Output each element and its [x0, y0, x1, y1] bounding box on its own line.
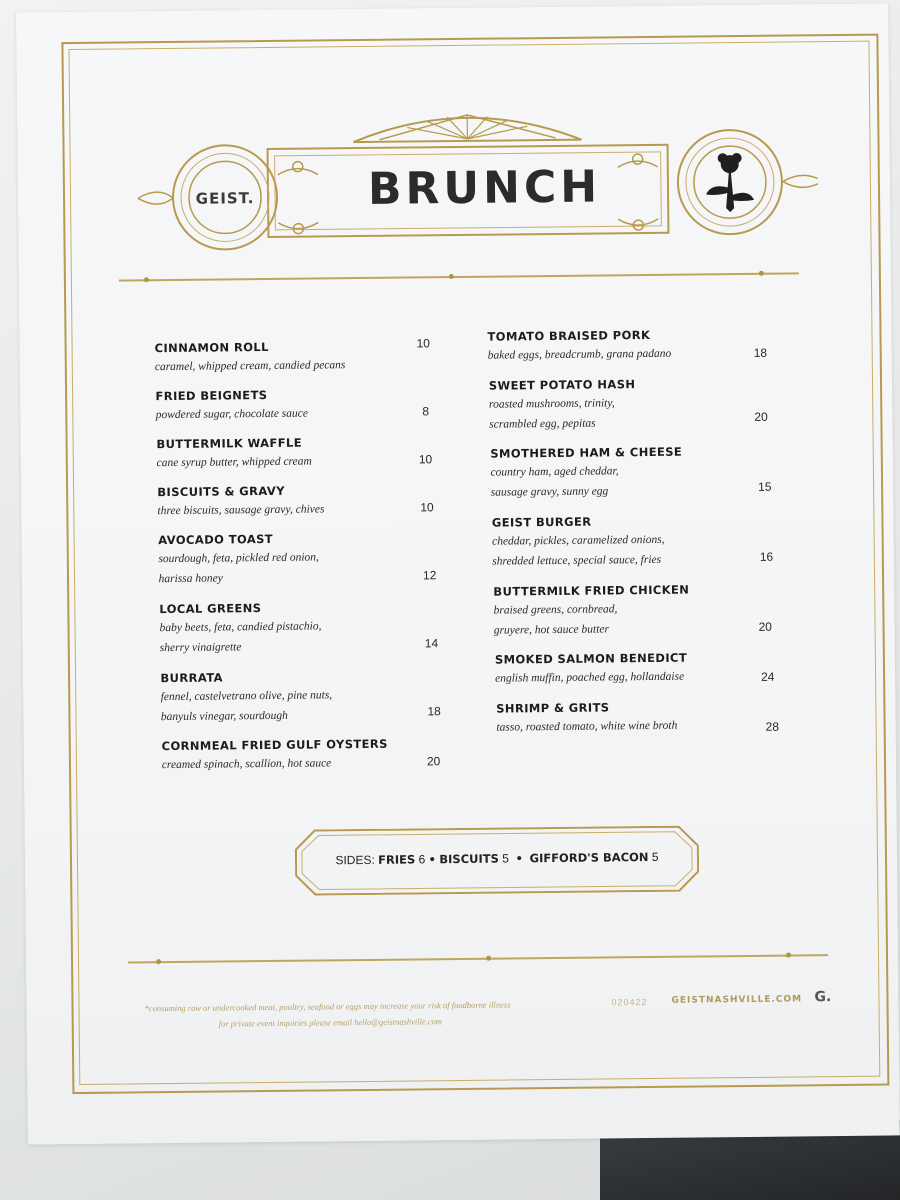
divider-ornament [486, 956, 491, 961]
menu-item [490, 444, 791, 503]
side-fries-name: FRIES [378, 852, 416, 867]
sides-box [295, 825, 700, 895]
side-bacon-name: GIFFORD'S BACON [529, 850, 649, 866]
menu-item-price: 14 [424, 636, 439, 651]
menu-item [158, 530, 459, 589]
menu-item-description: harissa honey [158, 572, 223, 586]
divider-ornament [759, 271, 764, 276]
side-bacon-price: 5 [651, 849, 659, 864]
menu-item [159, 599, 460, 658]
menu-item-name: SWEET POTATO HASH [488, 377, 636, 393]
menu-item-description: cane syrup butter, whipped cream [156, 455, 312, 470]
menu-item-description: three biscuits, sausage gravy, chives [157, 503, 325, 518]
menu-item-name: BISCUITS & GRAVY [157, 483, 285, 500]
menu-item [487, 327, 787, 366]
menu-item [492, 513, 793, 572]
menu-item [160, 668, 461, 727]
page-title: BRUNCH [367, 161, 602, 215]
menu-item-price: 20 [754, 409, 768, 424]
menu-item-price: 28 [765, 719, 780, 734]
menu-item [495, 649, 795, 688]
sides-separator: • [428, 852, 437, 867]
menu-item-description: sausage gravy, sunny egg [490, 485, 609, 499]
sides-label: SIDES: [335, 852, 375, 868]
menu-item-description: banyuls vinegar, sourdough [160, 709, 288, 724]
menu-item-price: 18 [753, 345, 768, 360]
menu-item [162, 736, 462, 775]
menu-item-price: 20 [426, 754, 441, 769]
menu-item-name: TOMATO BRAISED PORK [487, 327, 651, 344]
menu-item-description: scrambled egg, pepitas [489, 417, 596, 431]
menu-item-description: roasted mushrooms, trinity, [488, 397, 615, 411]
menu-item [493, 581, 794, 640]
sides-separator: • [515, 851, 523, 866]
side-biscuits-price: 5 [502, 851, 509, 866]
side-biscuits-name: BISCUITS [439, 851, 499, 867]
menu-item-description: sherry vinaigrette [159, 641, 242, 655]
menu-item-description: braised greens, cornbread, [493, 603, 618, 617]
menu-item [157, 482, 457, 521]
menu-item-name: AVOCADO TOAST [158, 531, 274, 548]
menu-item [489, 376, 790, 435]
menu-item-description: fennel, castelvetrano olive, pine nuts, [160, 689, 333, 704]
menu-item-name: LOCAL GREENS [159, 601, 262, 617]
menu-item-name: BUTTERMILK FRIED CHICKEN [493, 582, 690, 599]
menu-item [156, 434, 456, 473]
menu-item-name: SHRIMP & GRITS [496, 700, 610, 716]
menu-item-description: gruyere, hot sauce butter [493, 623, 610, 637]
menu-item-description: english muffin, poached egg, hollandaise [495, 670, 685, 685]
menu-item-description: creamed spinach, scallion, hot sauce [161, 757, 332, 772]
menu-item-name: SMOTHERED HAM & CHEESE [490, 444, 683, 461]
menu-item-description: cheddar, pickles, caramelized onions, [491, 533, 665, 548]
footer-warning: *consuming raw or undercooked meat, poultry, seafood or eggs may increase your risk of foodborne illness [144, 999, 511, 1014]
menu-item-price: 8 [422, 404, 430, 419]
menu-item-name: CINNAMON ROLL [154, 339, 269, 356]
menu-item-description: powdered sugar, chocolate sauce [155, 407, 309, 422]
menu-item [496, 698, 796, 737]
menu-item-name: CORNMEAL FRIED GULF OYSTERS [161, 736, 388, 754]
menu-item [155, 338, 455, 377]
divider-ornament [449, 274, 454, 279]
menu-header [117, 99, 819, 256]
footer-event-inquiries: for private event inquiries please email hello@geistnashville.com [218, 1016, 443, 1029]
menu-item-description: shredded lettuce, special sauce, fries [492, 553, 662, 568]
menu-item-price: 24 [761, 669, 775, 684]
menu-item-description: baked eggs, breadcrumb, grana padano [487, 347, 672, 362]
menu-item-description: tasso, roasted tomato, white wine broth [496, 719, 678, 734]
menu-item-price: 10 [420, 500, 434, 515]
menu-item-price: 20 [758, 619, 773, 634]
menu-item-price: 10 [418, 452, 433, 467]
divider-ornament [156, 959, 161, 964]
menu-item-price: 15 [758, 479, 772, 494]
menu-item-price: 16 [759, 549, 774, 564]
footer-logo: G. [814, 989, 832, 1006]
brand-logo: GEIST. [195, 189, 255, 208]
menu-item-name: FRIED BEIGNETS [155, 387, 268, 404]
menu-item-price: 10 [416, 336, 431, 351]
menu-item [155, 386, 455, 425]
menu-item-name: SMOKED SALMON BENEDICT [494, 650, 688, 667]
divider-ornament [786, 953, 791, 958]
side-fries-price: 6 [418, 852, 426, 867]
menu-item-price: 18 [427, 704, 441, 719]
menu-page [16, 3, 900, 1144]
divider-ornament [144, 277, 149, 282]
menu-item-description: country ham, aged cheddar, [490, 465, 619, 479]
menu-code: 020422 [611, 997, 648, 1008]
menu-item-name: GEIST BURGER [491, 514, 592, 530]
menu-item-name: BUTTERMILK WAFFLE [156, 435, 302, 452]
menu-item-description: baby beets, feta, candied pistachio, [159, 620, 322, 635]
menu-item-price: 12 [422, 568, 437, 583]
menu-item-name: BURRATA [160, 670, 224, 686]
website-link[interactable]: GEISTNASHVILLE.COM [671, 994, 803, 1006]
menu-item-description: caramel, whipped cream, candied pecans [154, 359, 346, 374]
menu-item-description: sourdough, feta, pickled red onion, [158, 551, 319, 566]
